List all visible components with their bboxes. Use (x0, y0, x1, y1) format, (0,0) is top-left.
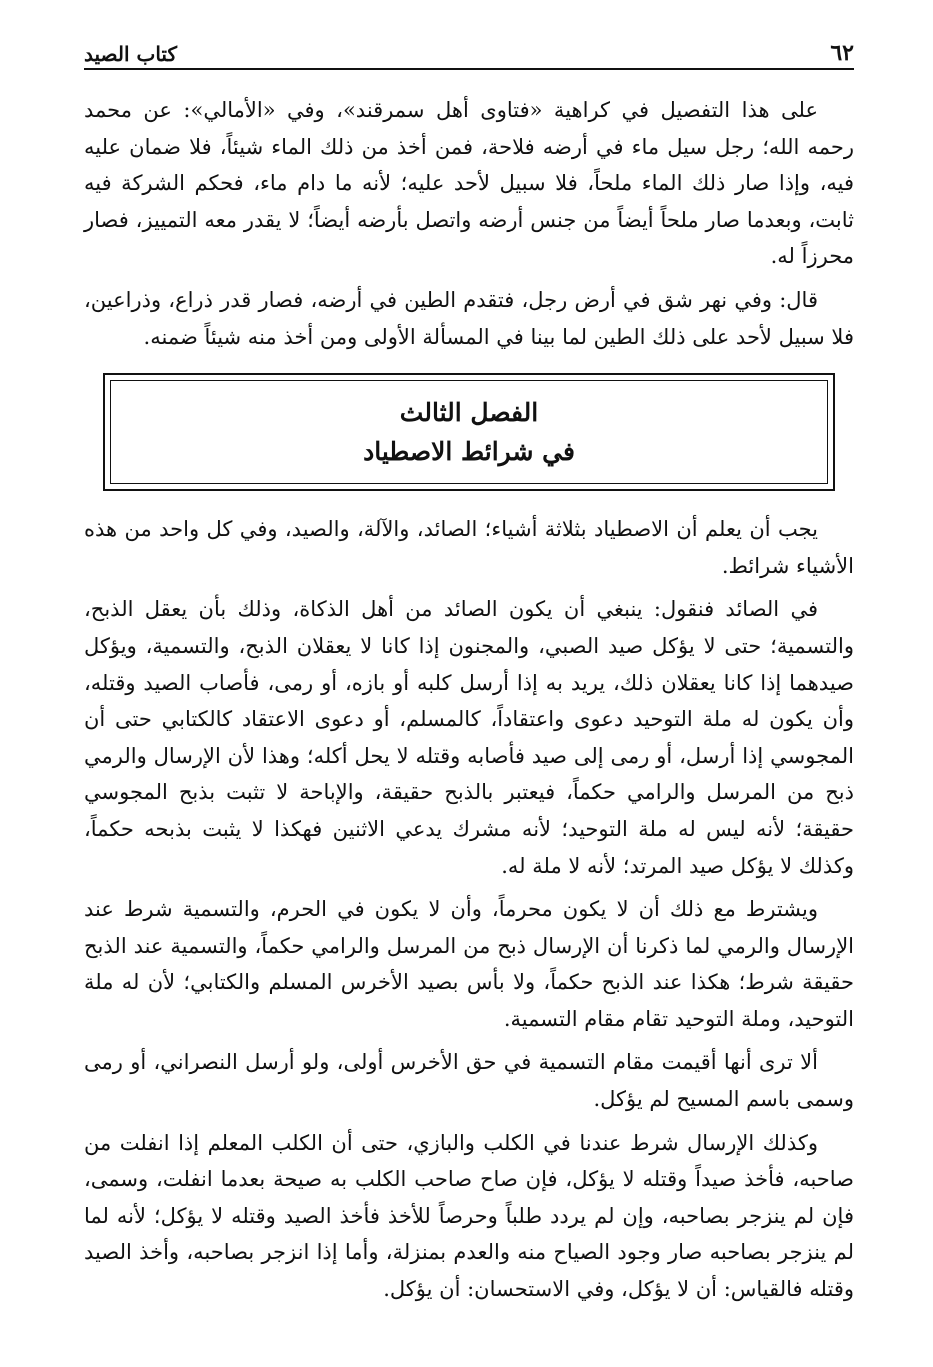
paragraph: على هذا التفصيل في كراهية «فتاوى أهل سمرقند»، وفي «الأمالي»: عن محمد رحمه الله؛ رجل سيل ماء في أرضه فلاحة، فمن أخذ من ذلك الماء شيئاً، فلا ضمان عليه فيه، وإذا صار ذلك الماء ملحاً، فلا سبيل لأحد عليه؛ لأنه ما دام ماء، فحكم الشركة فيه ثابت، وبعدما صار ملحاً أيضاً من جنس أرضه واتصل بأرضه أيضاً؛ لا يقدر معه التمييز، فصار محرزاً له. (84, 98, 854, 269)
paragraph: في الصائد فنقول: ينبغي أن يكون الصائد من أهل الذكاة، وذلك بأن يعقل الذبح، والتسمية؛ حتى لا يؤكل صيد الصبي، والمجنون إذا كانا لا يعقلان الذبح، والتسمية، ويؤكل صيدهما إذا كانا يعقلان ذلك، يريد به إذا أرسل كلبه أو بازه، أو رمى، فأصاب الصيد وقتله، وأن يكون له ملة التوحيد دعوى واعتقاداً، كالمسلم، أو دعوى الاعتقاد كالكتابي حتى أن المجوسي إذا أرسل، أو رمى إلى صيد فأصابه وقتله لا يحل أكله؛ وهذا لأن الإرسال والرمي ذبح من المرسل والرامي حكماً، فيعتبر بالذبح حقيقة، والإباحة لا تثبت بذبح المجوسي حقيقة؛ لأنه ليس له ملة التوحيد؛ لأنه مشرك يدعي الاثنين فهكذا لا يثبت بذبحه حكماً، وكذلك لا يؤكل صيد المرتد؛ لأنه لا ملة له. (84, 597, 854, 878)
paragraph: ألا ترى أنها أقيمت مقام التسمية في حق الأخرس أولى، ولو أرسل النصراني، أو رمى وسمى باسم المسيح لم يؤكل. (84, 1050, 854, 1112)
paragraph: قال: وفي نهر شق في أرض رجل، فتقدم الطين في أرضه، فصار قدر ذراع، وذراعين، فلا سبيل لأحد على ذلك الطين لما بينا في المسألة الأولى ومن أخذ منه شيئاً ضمنه. (84, 287, 854, 349)
page-number: ٦٢ (830, 40, 854, 66)
paragraph: ويشترط مع ذلك أن لا يكون محرماً، وأن لا يكون في الحرم، والتسمية شرط عند الإرسال والرمي لما ذكرنا أن الإرسال ذبح من المرسل والرامي حكماً، والتسمية عند الذبح حقيقة شرط؛ هكذا عند الذبح حكماً، ولا بأس بصيد الأخرس المسلم والكتابي؛ لأن له ملة التوحيد، وملة التوحيد تقام مقام التسمية. (84, 897, 854, 1031)
chapter-title: في شرائط الاصطياد (363, 437, 575, 467)
book-page (84, 34, 854, 1308)
chapter-number: الفصل الثالث (399, 398, 539, 428)
paragraph: وكذلك الإرسال شرط عندنا في الكلب والبازي، حتى أن الكلب المعلم إذا انفلت من صاحبه، فأخذ صيداً وقتله لا يؤكل، فإن صاح صاحب الكلب به صيحة بعدما انفلت، وسمى، فإن لم ينزجر بصاحبه، وإن لم يردد طلباً وحرصاً للأخذ فأخذ الصيد وقتله لا يؤكل؛ لأنه لما لم ينزجر بصاحبه صار وجود الصياح منه والعدم بمنزلة، وأما إذا انزجر بصاحبه، وأخذ الصيد وقتله فالقياس: أن لا يؤكل، وفي الاستحسان: أن يؤكل. (84, 1130, 854, 1302)
chapter-heading-frame (103, 373, 835, 491)
body-text (84, 92, 854, 1308)
running-header (84, 34, 854, 70)
paragraph: يجب أن يعلم أن الاصطياد بثلاثة أشياء؛ الصائد، والآلة، والصيد، وفي كل واحد من هذه الأشياء شرائط. (84, 517, 854, 578)
book-title: كتاب الصيد (84, 42, 177, 66)
